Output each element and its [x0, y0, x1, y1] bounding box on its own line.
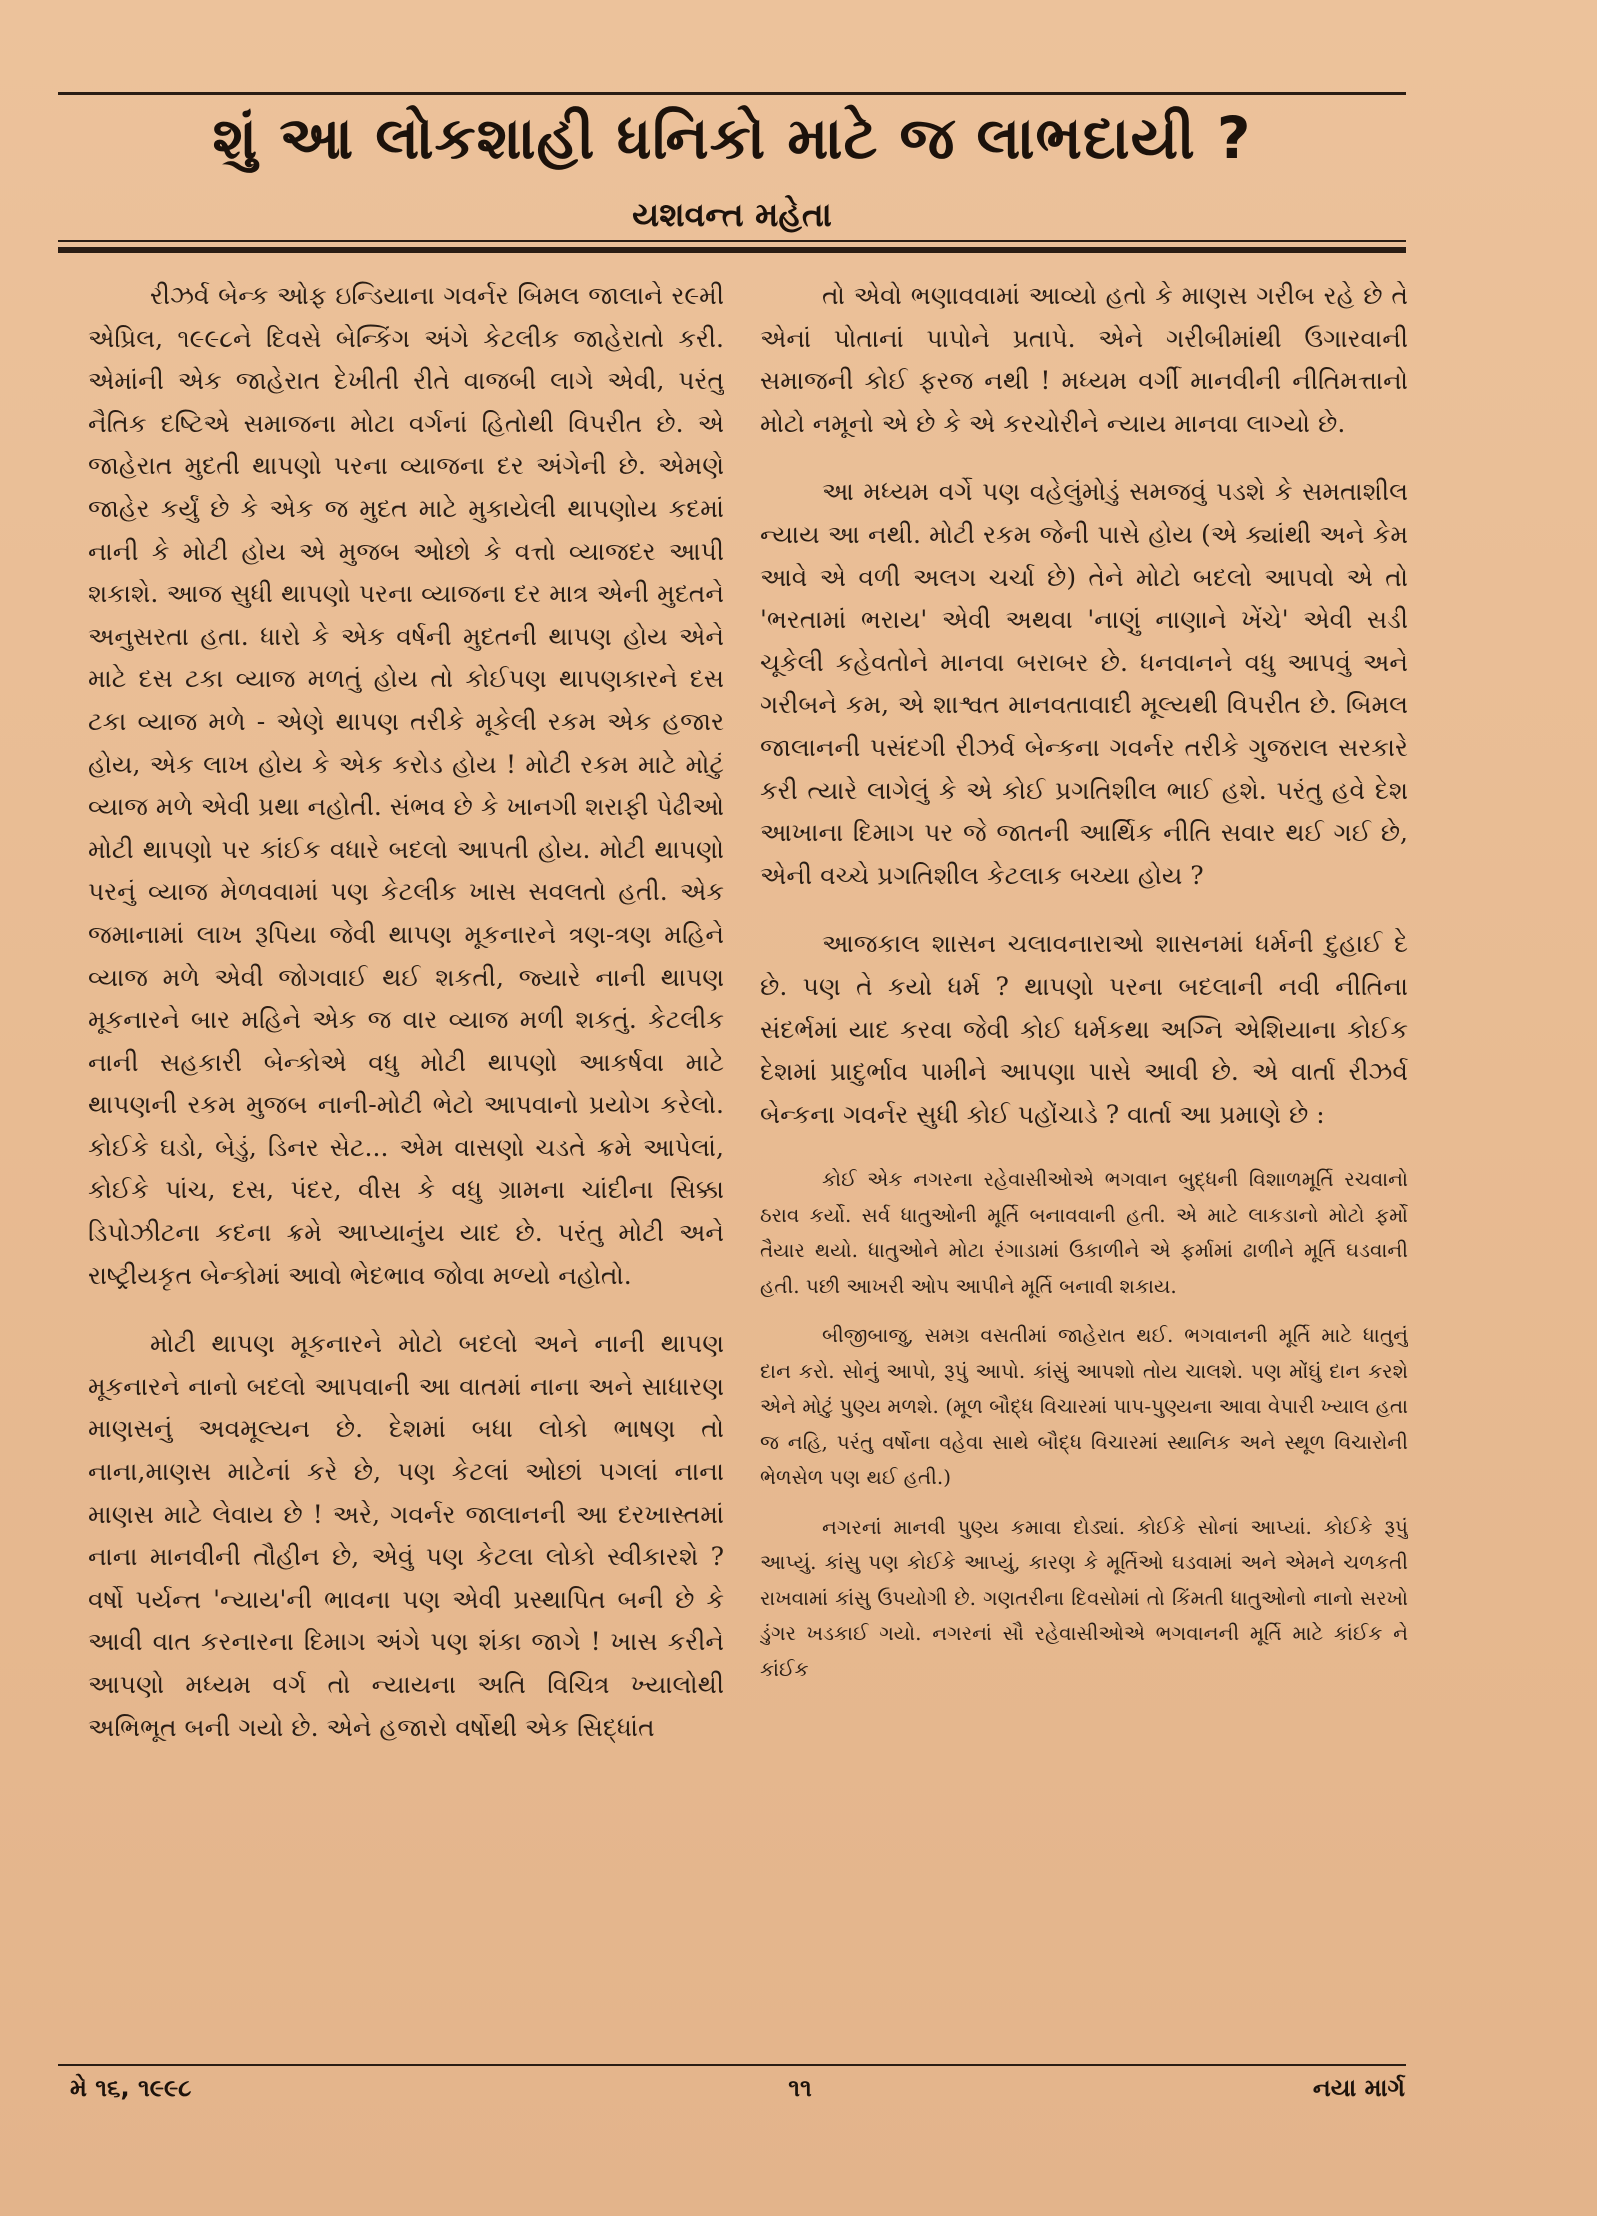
body-paragraph: આજકાલ શાસન ચલાવનારાઓ શાસનમાં ધર્મની દુહાઈ દે છે. પણ તે કયો ધર્મ ? થાપણો પરના બદલાની નવી નીતિના સંદર્ભમાં યાદ કરવા જેવી કોઈ ધર્મકથા અગ્નિ એશિયાના કોઈક દેશમાં પ્રાદુર્ભાવ પામીને આપણા પાસે આવી છે. એ વાર્તા રીઝર્વ બેન્કના ગવર્નર સુધી કોઈ પહોંચાડે ? વાર્તા આ પ્રમાણે છે :: [760, 929, 1408, 1129]
article-title: શું આ લોકશાહી ધનિકો માટે જ લાભદાયી ?: [212, 104, 1252, 172]
body-paragraph: રીઝર્વ બેન્ક ઓફ ઇન્ડિયાના ગવર્નર બિમલ જાલાને ર૯મી એપ્રિલ, ૧૯૯૮ને દિવસે બેન્કિંગ અંગે કેટલીક જાહેરાતો કરી. એમાંની એક જાહેરાત દેખીતી રીતે વાજબી લાગે એવી, પરંતુ નૈતિક દષ્ટિએ સમાજના મોટા વર્ગનાં હિતોથી વિપરીત છે. એ જાહેરાત મુદતી થાપણો પરના વ્યાજના દર અંગેની છે. એમણે જાહેર કર્યું છે કે એક જ મુદત માટે મુકાયેલી થાપણોય કદમાં નાની કે મોટી હોય એ મુજબ ઓછો કે વત્તો વ્યાજદર આપી શકાશે. આજ સુધી થાપણો પરના વ્યાજના દર માત્ર એની મુદતને અનુસરતા હતા. ધારો કે એક વર્ષની મુદતની થાપણ હોય એને માટે દસ ટકા વ્યાજ મળતું હોય તો કોઈપણ થાપણકારને દસ ટકા વ્યાજ મળે - એણે થાપણ તરીકે મૂકેલી રકમ એક હજાર હોય, એક લાખ હોય કે એક કરોડ હોય ! મોટી રકમ માટે મોટું વ્યાજ મળે એવી પ્રથા નહોતી. સંભવ છે કે ખાનગી શરાફી પેઢીઓ મોટી થાપણો પર કાંઈક વધારે બદલો આપતી હોય. મોટી થાપણો પરનું વ્યાજ મેળવવામાં પણ કેટલીક ખાસ સવલતો હતી. એક જમાનામાં લાખ રૂપિયા જેવી થાપણ મૂકનારને ત્રણ-ત્રણ મહિને વ્યાજ મળે એવી જોગવાઈ થઈ શકતી, જ્યારે નાની થાપણ મૂકનારને બાર મહિને એક જ વાર વ્યાજ મળી શકતું. કેટલીક નાની સહકારી બેન્કોએ વધુ મોટી થાપણો આકર્ષવા માટે થાપણની રકમ મુજબ નાની-મોટી ભેટો આપવાનો પ્રયોગ કરેલો. કોઈકે ઘડો, બેડું, ડિનર સેટ... એમ વાસણો ચડતે ક્રમે આપેલાં, કોઈકે પાંચ, દસ, પંદર, વીસ કે વધુ ગ્રામના ચાંદીના સિક્કા ડિપોઝીટના કદના ક્રમે આપ્યાનુંય યાદ છે. પરંતુ મોટી અને રાષ્ટ્રીયકૃત બેન્કોમાં આવો ભેદભાવ જોવા મળ્યો નહોતો.: [88, 281, 724, 1290]
page-number: ૧૧: [788, 2074, 812, 2102]
top-rule: [58, 92, 1406, 95]
left-column: [88, 275, 724, 2055]
footer-rule: [58, 2064, 1406, 2066]
story-paragraph: નગરનાં માનવી પુણ્ય કમાવા દોડ્યાં. કોઈકે સોનાં આપ્યાં. કોઈકે રૂપું આપ્યું. કાંસુ પણ કોઈકે આપ્યું, કારણ કે મૂર્તિઓ ઘડવામાં અને એમને ચળકતી રાખવામાં કાંસુ ઉપયોગી છે. ગણતરીના દિવસોમાં તો કિંમતી ધાતુઓનો નાનો સરખો ડુંગર ખડકાઈ ગયો. નગરનાં સૌ રહેવાસીઓએ ભગવાનની મૂર્તિ માટે કાંઈક ને કાંઈક: [760, 1514, 1408, 1681]
body-paragraph: તો એવો ભણાવવામાં આવ્યો હતો કે માણસ ગરીબ રહે છે તે એનાં પોતાનાં પાપોને પ્રતાપે. એને ગરીબીમાંથી ઉગારવાની સમાજની કોઈ ફરજ નથી ! મધ્યમ વર્ગી માનવીની નીતિમત્તાનો મોટો નમૂનો એ છે કે એ કરચોરીને ન્યાય માનવા લાગ્યો છે.: [760, 281, 1408, 438]
author-byline: યશવન્ત મહેતા: [632, 195, 832, 234]
right-column: [760, 275, 1408, 2055]
story-paragraph: બીજીબાજુ, સમગ્ર વસતીમાં જાહેરાત થઈ. ભગવાનની મૂર્તિ માટે ધાતુનું દાન કરો. સોનું આપો, રૂપું આપો. કાંસું આપશો તોય ચાલશે. પણ મોંઘું દાન કરશે એને મોટું પુણ્ય મળશે. (મૂળ બૌદ્ધ વિચારમાં પાપ-પુણ્યના આવા વેપારી ખ્યાલ હતા જ નહિ, પરંતુ વર્ષોના વહેવા સાથે બૌદ્ધ વિચારમાં સ્થાનિક અને સ્થૂળ વિચારોની ભેળસેળ પણ થઈ હતી.): [760, 1323, 1408, 1490]
header-rule-thick: [58, 247, 1406, 253]
body-paragraph: આ મધ્યમ વર્ગે પણ વહેલુંમોડું સમજવું પડશે કે સમતાશીલ ન્યાય આ નથી. મોટી રકમ જેની પાસે હોય (એ ક્યાંથી અને કેમ આવે એ વળી અલગ ચર્ચા છે) તેને મોટો બદલો આપવો એ તો 'ભરતામાં ભરાય' એવી અથવા 'નાણું નાણાને ખેંચે' એવી સડી ચૂકેલી કહેવતોને માનવા બરાબર છે. ધનવાનને વધુ આપવું અને ગરીબને કમ, એ શાશ્વત માનવતાવાદી મૂલ્યથી વિપરીત છે. બિમલ જાલાનની પસંદગી રીઝર્વ બેન્કના ગવર્નર તરીકે ગુજરાલ સરકારે કરી ત્યારે લાગેલું કે એ કોઈ પ્રગતિશીલ ભાઈ હશે. પરંતુ હવે દેશ આખાના દિમાગ પર જે જાતની આર્થિક નીતિ સવાર થઈ ગઈ છે, એની વચ્ચે પ્રગતિશીલ કેટલાક બચ્યા હોય ?: [760, 477, 1408, 890]
body-paragraph: મોટી થાપણ મૂકનારને મોટો બદલો અને નાની થાપણ મૂકનારને નાનો બદલો આપવાની આ વાતમાં નાના અને સાધારણ માણસનું અવમૂલ્યન છે. દેશમાં બધા લોકો ભાષણ તો નાના,માણસ માટેનાં કરે છે, પણ કેટલાં ઓછાં પગલાં નાના માણસ માટે લેવાય છે ! અરે, ગવર્નર જાલાનની આ દરખાસ્તમાં નાના માનવીની તૌહીન છે, એવું પણ કેટલા લોકો સ્વીકારશે ? વર્ષો પર્યન્ત 'ન્યાય'ની ભાવના પણ એવી પ્રસ્થાપિત બની છે કે આવી વાત કરનારના દિમાગ અંગે પણ શંકા જાગે ! ખાસ કરીને આપણો મધ્યમ વર્ગ તો ન્યાયના અતિ વિચિત્ર ખ્યાલોથી અભિભૂત બની ગયો છે. એને હજારો વર્ષોથી એક સિદ્ધાંત: [88, 1329, 724, 1742]
header-rule-thin: [58, 240, 1406, 242]
issue-date: મે ૧૬, ૧૯૯૮: [70, 2074, 192, 2102]
story-paragraph: કોઈ એક નગરના રહેવાસીઓએ ભગવાન બુદ્ધની વિશાળમૂર્તિ રચવાનો ઠરાવ કર્યો. સર્વ ધાતુઓની મૂર્તિ બનાવવાની હતી. એ માટે લાકડાનો મોટો ફર્મો તૈયાર થયો. ધાતુઓને મોટા રંગાડામાં ઉકાળીને એ ફર્મામાં ઢાળીને મૂર્તિ ઘડવાની હતી. પછી આખરી ઓપ આપીને મૂર્તિ બનાવી શકાય.: [760, 1167, 1408, 1298]
magazine-name: નયા માર્ગ: [1312, 2074, 1405, 2102]
